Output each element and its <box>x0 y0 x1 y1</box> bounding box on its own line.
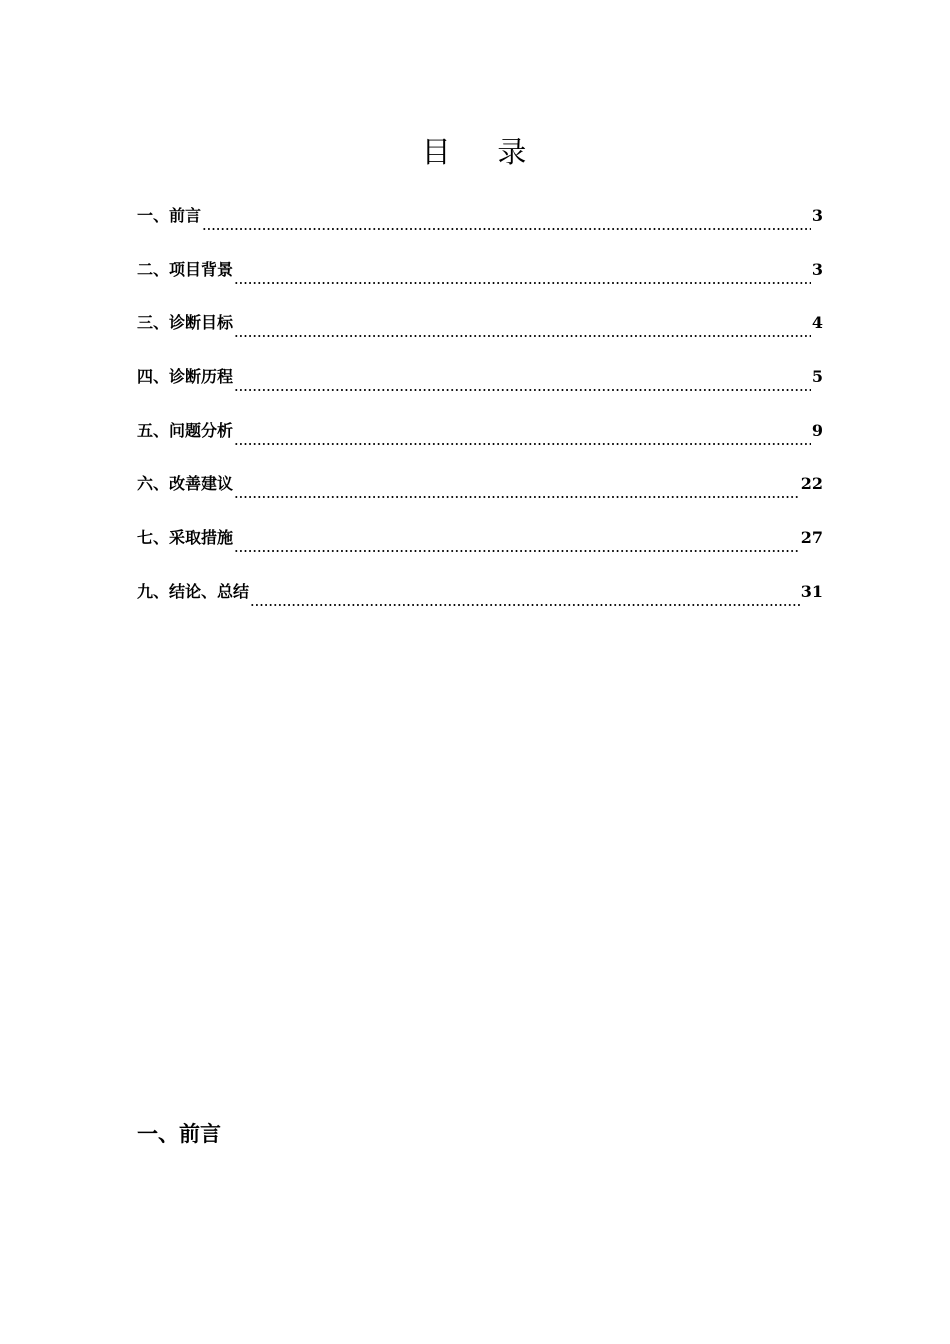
toc-dot-leader <box>250 604 800 606</box>
toc-entry-label: 九、结论、总结 <box>137 581 250 601</box>
toc-entry-page-number: 4 <box>811 313 823 333</box>
toc-entry-improvement-suggestions[interactable] <box>137 471 823 525</box>
toc-dot-leader <box>234 550 800 552</box>
table-of-contents <box>137 203 823 633</box>
toc-entry-label: 四、诊断历程 <box>137 367 234 387</box>
toc-entry-label: 三、诊断目标 <box>137 313 234 333</box>
toc-dot-leader <box>234 389 811 391</box>
toc-dot-leader <box>202 228 811 230</box>
toc-dot-leader <box>234 443 811 445</box>
toc-entry-label: 一、前言 <box>137 206 202 225</box>
toc-title: 目 录 <box>421 135 529 169</box>
toc-entry-page-number: 27 <box>800 528 823 548</box>
toc-entry-page-number: 22 <box>800 474 823 494</box>
toc-entry-label: 五、问题分析 <box>137 420 234 440</box>
toc-dot-leader <box>234 335 811 337</box>
toc-entry-label: 六、改善建议 <box>137 474 234 494</box>
toc-entry-page-number: 5 <box>811 367 823 387</box>
toc-entry-problem-analysis[interactable] <box>137 418 823 472</box>
section-heading-preface: 一、前言 <box>137 1121 221 1146</box>
toc-entry-label: 二、项目背景 <box>137 259 234 279</box>
toc-dot-leader <box>234 496 800 498</box>
toc-entry-page-number: 3 <box>811 259 823 279</box>
toc-entry-page-number: 9 <box>811 420 823 440</box>
toc-entry-diagnosis-goals[interactable] <box>137 310 823 364</box>
toc-entry-background[interactable] <box>137 257 823 311</box>
toc-entry-measures[interactable] <box>137 525 823 579</box>
toc-entry-conclusion[interactable] <box>137 579 823 633</box>
toc-entry-page-number: 31 <box>800 581 823 601</box>
toc-dot-leader <box>234 282 811 284</box>
toc-entry-diagnosis-process[interactable] <box>137 364 823 418</box>
toc-entry-label: 七、采取措施 <box>137 528 234 548</box>
toc-entry-page-number: 3 <box>811 206 823 225</box>
toc-entry-preface[interactable] <box>137 203 823 257</box>
